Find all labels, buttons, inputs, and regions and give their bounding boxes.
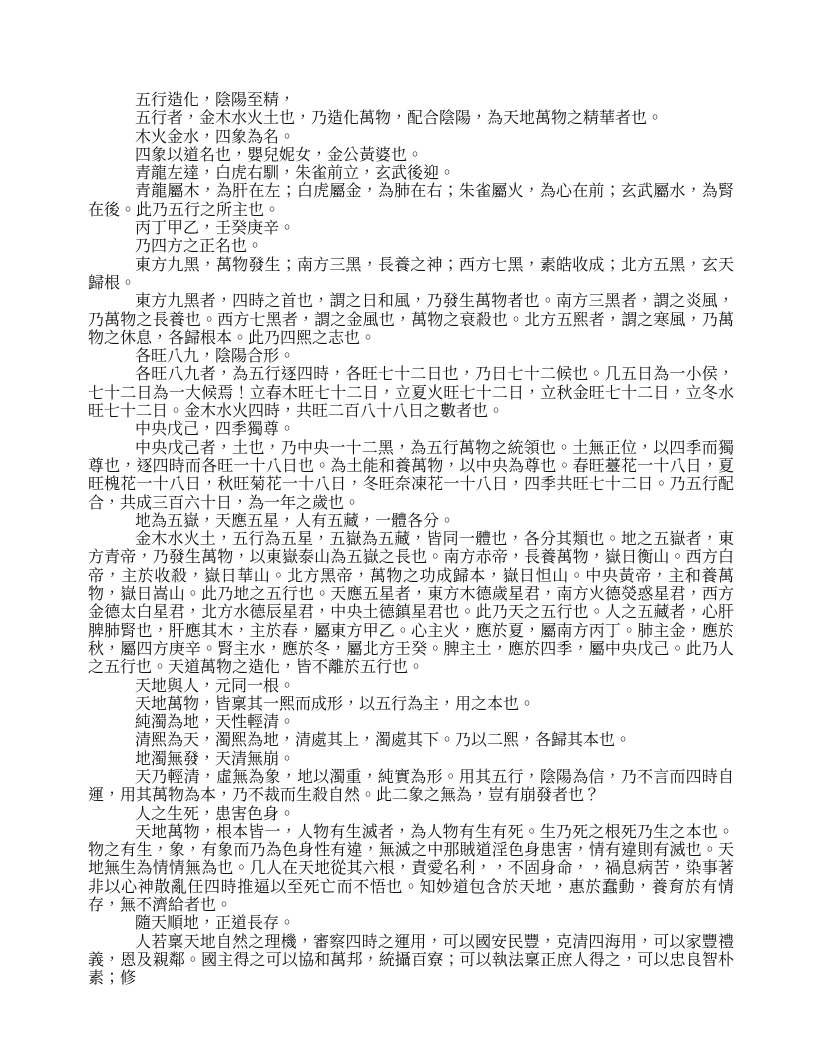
paragraph: 木火金水，四象為名。	[135, 128, 296, 146]
paragraph: 金木水火土，五行為五星，五嶽為五藏，皆同一體也，各分其類也。地之五嶽者，東方青帝，乃發生萬物，以東嶽泰山為五嶽之長也。南方赤帝，長養萬物，嶽日衡山。西方白帝，主於收殺，嶽日華山。北方黑帝，萬物之功成歸本，嶽日怛山。中央黃帝，主和養萬物，嶽日嵩山。此乃地之五行也。天應五星者，東方木德歲星君，南方火德熒惑星君，西方金德太白星君，北方水德辰星君，中央土德鎮星君也。此乃天之五行也。人之五藏者，心肝脾肺腎也，肝應其木，主於春，屬東方甲乙。心主火，應於夏，屬南方丙丁。肺主金，應於秋，屬四方庚辛。腎主水，應於冬，屬北方壬癸。脾主土，應於四季，屬中央戊己。此乃人之五行也。天道萬物之造化，皆不離於五行也。	[88, 531, 734, 677]
paragraph: 純濁為地，天性輕清。	[135, 714, 296, 732]
paragraph: 五行造化，陰陽至精，	[135, 92, 296, 109]
paragraph: 中央戊己者，土也，乃中央一十二黑，為五行萬物之統領也。土無正位，以四季而獨尊也，逐四時而各旺一十八日也。為土能和養萬物，以中央為尊也。春旺薹花一十八日，夏旺槐花一十八日，秋旺菊花一十八日，冬旺奈凍花一十八日，四季共旺七十二日。乃五行配合，共成三百六十日，為一年之歲也。	[88, 439, 734, 512]
paragraph: 乃四方之正名也。	[135, 238, 264, 256]
document-body	[88, 92, 734, 989]
paragraph: 青龍左達，白虎右馴，朱雀前立，玄武後迎。	[135, 165, 456, 183]
paragraph: 地濁無發，天清無崩。	[135, 750, 296, 768]
paragraph: 東方九黑者，四時之首也，謂之日和風，乃發生萬物者也。南方三黑者，謂之炎風，乃萬物之長養也。西方七黑者，謂之金風也，萬物之衰殺也。北方五熙者，謂之寒風，乃萬物之休息，各歸根本。此乃四熙之志也。	[88, 293, 734, 347]
paragraph: 東方九黑，萬物發生；南方三黑，長養之神；西方七黑，素皓收成；北方五黑，玄天歸根。	[88, 256, 734, 292]
paragraph: 天乃輕清，虛無為象，地以濁重，純實為形。用其五行，陰陽為信，乃不言而四時自運，用其萬物為本，乃不裁而生殺自然。此二象之無為，豈有崩發者也？	[88, 768, 734, 805]
paragraph: 青龍屬木，為肝在左；白虎屬金，為肺在右；朱雀屬火，為心在前；玄武屬水，為腎在後。此乃五行之所主也。	[88, 183, 734, 219]
paragraph: 中央戊己，四季獨尊。	[135, 421, 296, 439]
paragraph: 清熙為天，濁熙為地，清處其上，濁處其下。乃以二熙，各歸其本也。	[135, 732, 632, 750]
paragraph: 地為五嶽，天應五星，人有五藏，一體各分。	[135, 512, 456, 530]
paragraph: 隨天順地，正道長存。	[135, 915, 296, 933]
paragraph: 天地萬物，皆稟其一熙而成形，以五行為主，用之本也。	[135, 695, 536, 713]
paragraph: 天地與人，元同一根。	[135, 677, 296, 695]
paragraph: 各旺八九者，為五行逐四時，各旺七十二日也，乃日七十二候也。几五日為一小侯，七十二日為一大候焉！立春木旺七十二日，立夏火旺七十二日，立秋金旺七十二日，立冬水旺七十二日。金木水火四時，共旺二百八十八日之數者也。	[88, 366, 734, 421]
paragraph: 四象以道名也，嬰兒妮女，金公黃婆也。	[135, 146, 424, 164]
paragraph: 天地萬物，根本皆一，人物有生滅者，為人物有生有死。生乃死之根死乃生之本也。物之有生，象，有象而乃為色身性有違，無滅之中那賊道淫色身患害，情有違則有滅也。天地無生為情情無為也。几人在天地從其六根，責愛名利，，不固身命，，禍息病苦，染事著非以心神散亂任四時推逼以至死亡而不悟也。知妙道包含於天地，惠於蠢動，養育於有情存，無不濟給者也。	[88, 823, 734, 915]
paragraph: 人若稟天地自然之理機，審察四時之運用，可以國安民豐，克清四海用，可以家豐禮義，恩及親鄰。國主得之可以協和萬邦，統攝百寮；可以執法稟正庶人得之，可以忠良智朴素；修	[88, 933, 734, 988]
paragraph: 五行者，金木水火土也，乃造化萬物，配合陰陽，為天地萬物之精華者也。	[135, 110, 664, 128]
paragraph: 丙丁甲乙，壬癸庚辛。	[135, 220, 296, 238]
paragraph: 各旺八九，陰陽合形。	[135, 348, 296, 366]
paragraph: 人之生死，患害色身。	[135, 805, 296, 823]
